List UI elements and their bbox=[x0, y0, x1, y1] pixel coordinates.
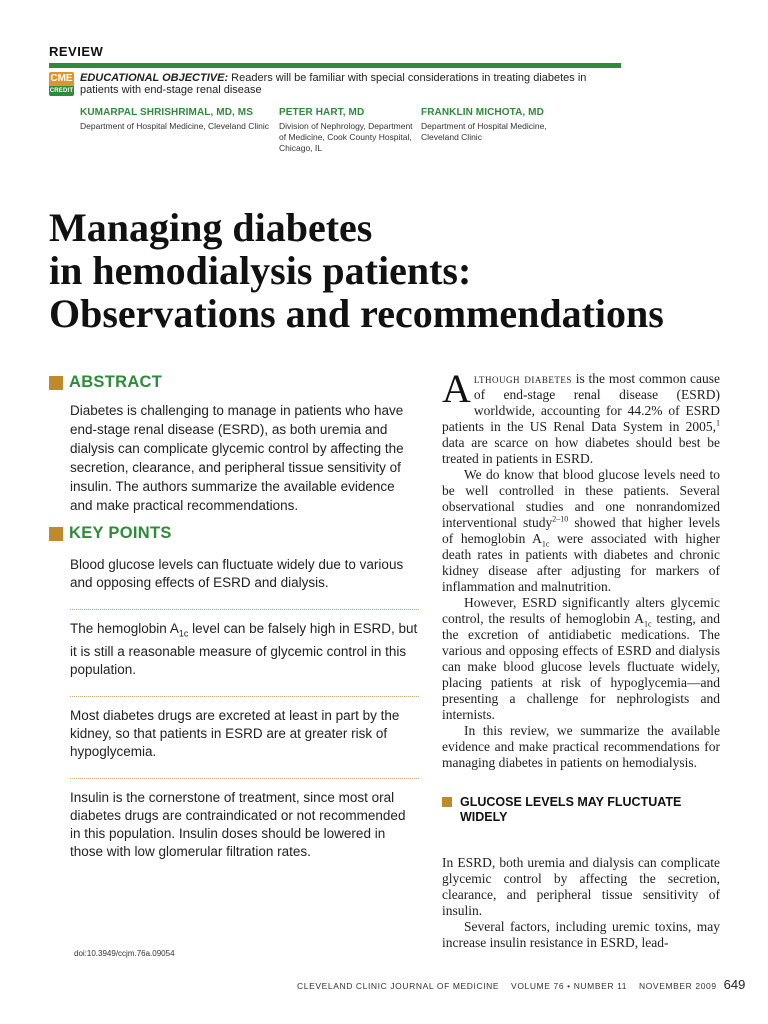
reference-superscript: 2–10 bbox=[552, 514, 569, 524]
body-paragraph: In this review, we summarize the available evidence and make practical recommendations for managing diabetes in patients on hemodialysis. bbox=[442, 723, 720, 770]
body-text: However, ESRD significantly alters glycemic control, the results of hemoglobin A bbox=[442, 595, 720, 626]
square-bullet-icon bbox=[49, 527, 63, 541]
key-point-text: The hemoglobin A bbox=[70, 621, 179, 636]
subscript: 1c bbox=[541, 539, 550, 549]
page-footer bbox=[297, 977, 745, 992]
small-caps-lead: lthough diabetes bbox=[473, 371, 572, 386]
author-name: KUMARPAL SHRISHRIMAL, MD, MS bbox=[80, 107, 253, 118]
author-affiliation: Department of Hospital Medicine, Cleveland Clinic bbox=[80, 121, 269, 131]
body-paragraph bbox=[442, 366, 720, 467]
body-paragraph bbox=[442, 467, 720, 595]
author-affiliation: Division of Nephrology, Department of Medicine, Cook County Hospital, Chicago, IL bbox=[279, 121, 413, 153]
abstract-heading-text: ABSTRACT bbox=[69, 373, 163, 391]
key-point bbox=[70, 610, 419, 697]
key-points-heading bbox=[49, 524, 419, 543]
section-label: REVIEW bbox=[49, 44, 104, 59]
body-text: showed that higher levels of hemoglobin A bbox=[442, 515, 720, 546]
title-line: Observations and recommendations bbox=[49, 291, 664, 336]
cme-credit-badge bbox=[49, 72, 74, 96]
body-text: testing, and the excretion of antidiabetic medications. The various and opposing effects of ESRD and dialysis can make blood glucose levels fluctuate widely, placing patients at risk of hypoglycemia—and presenting a challenge for nephrologists and internists. bbox=[442, 611, 720, 722]
journal-name: CLEVELAND CLINIC JOURNAL OF MEDICINE bbox=[297, 981, 500, 991]
article-title bbox=[49, 206, 739, 335]
key-point: Most diabetes drugs are excreted at least in part by the kidney, so that patients in ESRD are at greater risk of hypoglycemia. bbox=[70, 697, 419, 779]
key-point: Blood glucose levels can fluctuate widely due to various and opposing effects of ESRD and dialysis. bbox=[70, 543, 419, 610]
subscript: 1c bbox=[178, 628, 189, 639]
author-affiliation: Department of Hospital Medicine, Cleveland Clinic bbox=[421, 121, 547, 142]
issue-date: NOVEMBER 2009 bbox=[638, 981, 717, 991]
subscript: 1c bbox=[644, 619, 652, 629]
educational-objective bbox=[80, 72, 600, 96]
cme-badge-bottom: CREDIT bbox=[49, 88, 74, 94]
key-points-heading-text: KEY POINTS bbox=[69, 524, 172, 542]
body-text: is the most common cause of end-stage renal disease (ESRD) worldwide, accounting for 44.2% of ESRD patients in the US Renal Data System in 2005, bbox=[442, 371, 720, 434]
key-point-text: level can be falsely high in ESRD, but it is still a reasonable measure of glycemic control in this population. bbox=[70, 621, 418, 677]
page-number: 649 bbox=[723, 977, 746, 992]
cme-badge-top: CME bbox=[50, 73, 73, 84]
body-paragraph bbox=[442, 595, 720, 723]
title-line: Managing diabetes bbox=[49, 205, 373, 250]
title-line: in hemodialysis patients: bbox=[49, 248, 472, 293]
issue-number: NUMBER 11 bbox=[573, 981, 628, 991]
volume: VOLUME 76 bbox=[511, 981, 565, 991]
author-name: FRANKLIN MICHOTA, MD bbox=[421, 107, 544, 118]
square-bullet-icon bbox=[49, 376, 63, 390]
body-text: were associated with higher death rates in patients with diabetes and chronic kidney disease after adjusting for markers of inflammation and malnutrition. bbox=[442, 531, 720, 594]
body-paragraph: In ESRD, both uremia and dialysis can complicate glycemic control by affecting the secretion, clearance, and peripheral tissue sensitivity of insulin. bbox=[442, 855, 720, 918]
abstract-text: Diabetes is challenging to manage in patients who have end-stage renal disease (ESRD), as both uremia and dialysis can complicate glycemic control by affecting the secretion, clearance, and peripheral tissue sensitivity of insulin. The authors summarize the available evidence and make practical recommendations. bbox=[70, 403, 404, 513]
header-rule bbox=[49, 63, 621, 68]
subheading-text: GLUCOSE LEVELS MAY FLUCTUATE WIDELY bbox=[460, 795, 682, 824]
section-subheading bbox=[442, 795, 720, 825]
author-block bbox=[421, 107, 581, 143]
doi: doi:10.3949/ccjm.76a.09054 bbox=[74, 949, 175, 958]
key-point: Insulin is the cornerstone of treatment, since most oral diabetes drugs are contraindicated or not recommended in this population. Insulin doses should be lowered in those with low glomerular filtration rates. bbox=[70, 789, 406, 859]
key-points-list bbox=[49, 543, 419, 878]
author-block bbox=[279, 107, 414, 154]
body-column bbox=[442, 366, 720, 951]
drop-cap: A bbox=[442, 366, 471, 411]
reference-superscript: 1 bbox=[716, 418, 720, 428]
abstract-heading bbox=[49, 373, 419, 392]
square-bullet-icon bbox=[442, 797, 452, 807]
objective-label: EDUCATIONAL OBJECTIVE: bbox=[80, 72, 229, 84]
body-text: We do know that blood glucose levels need to be well controlled in these patients. Several observational studies and one nonrandomized interventional study bbox=[442, 467, 720, 530]
body-paragraph: Several factors, including uremic toxins, may increase insulin resistance in ESRD, lead- bbox=[442, 919, 720, 950]
author-name: PETER HART, MD bbox=[279, 107, 365, 118]
objective-text: Readers will be familiar with special considerations in treating diabetes in patients with end-stage renal disease bbox=[80, 72, 587, 96]
sidebar-column bbox=[49, 373, 419, 878]
body-text: data are scarce on how diabetes should best be treated in patients in ESRD. bbox=[442, 435, 720, 466]
author-block bbox=[80, 107, 275, 132]
separator: • bbox=[567, 981, 571, 991]
